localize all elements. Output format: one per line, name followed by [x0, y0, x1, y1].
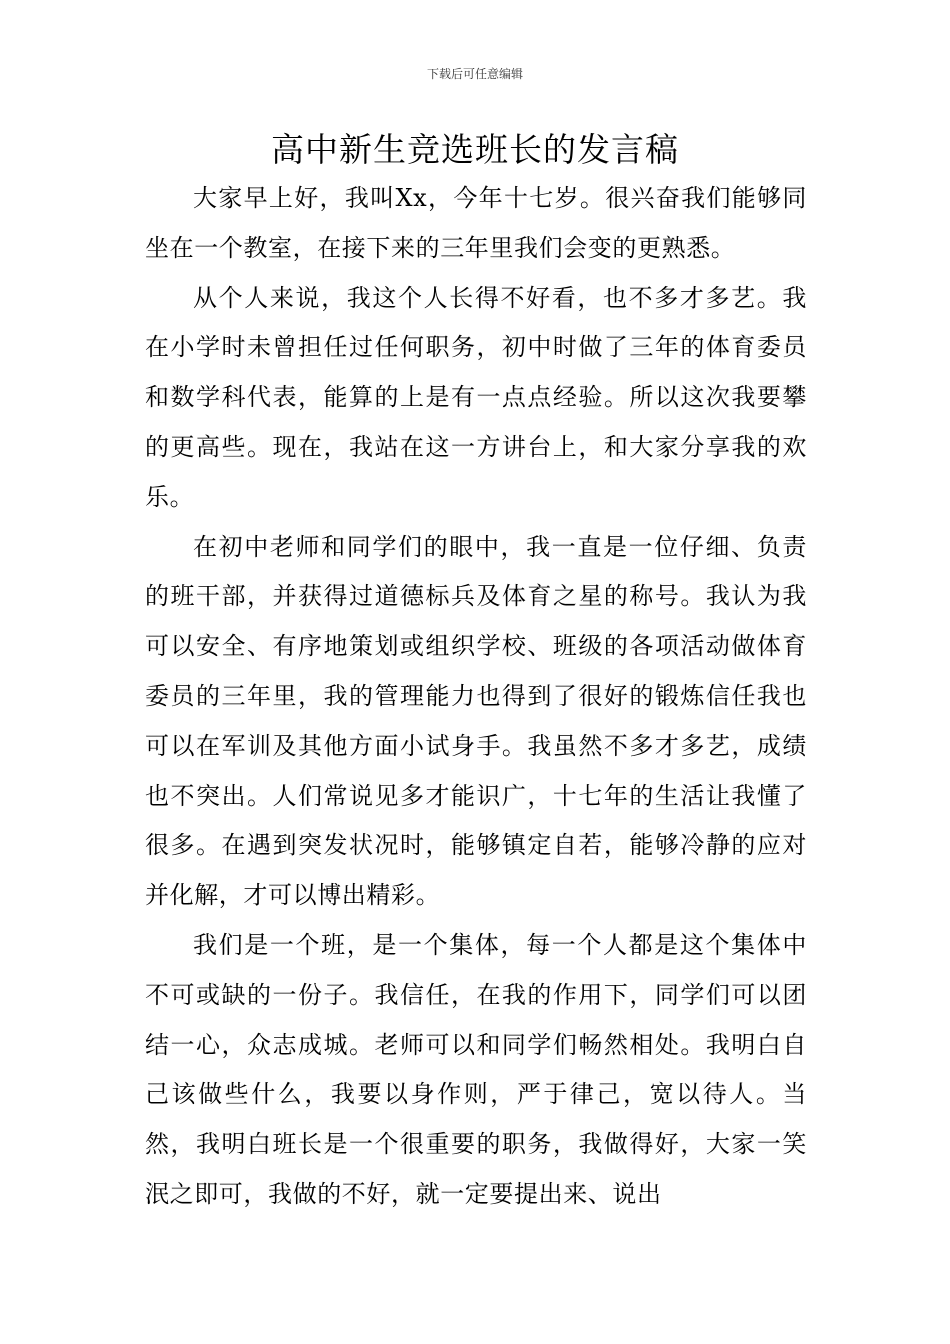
paragraph-1: 大家早上好，我叫Xx，今年十七岁。很兴奋我们能够同坐在一个教室，在接下来的三年里我们会变的更熟悉。 — [145, 184, 807, 262]
paragraph-4: 我们是一个班，是一个集体，每一个人都是这个集体中不可或缺的一份子。我信任，在我的作用下，同学们可以团结一心，众志成城。老师可以和同学们畅然相处。我明白自己该做些什么，我要以身作则，严于律己，宽以待人。当然，我明白班长是一个很重要的职务，我做得好，大家一笑泯之即可，我做的不好，就一定要提出来、说出 — [145, 930, 807, 1208]
header-note: 下载后可任意编辑 — [426, 67, 523, 81]
paragraph-3: 在初中老师和同学们的眼中，我一直是一位仔细、负责的班干部，并获得过道德标兵及体育之星的称号。我认为我可以安全、有序地策划或组织学校、班级的各项活动做体育委员的三年里，我的管理能力也得到了很好的锻炼信任我也可以在军训及其他方面小试身手。我虽然不多才多艺，成绩也不突出。人们常说见多才能识广，十七年的生活让我懂了很多。在遇到突发状况时，能够镇定自若，能够冷静的应对并化解，才可以博出精彩。 — [145, 532, 807, 910]
document-title: 高中新生竞选班长的发言稿 — [271, 130, 679, 169]
document-body — [145, 174, 807, 1220]
paragraph-2: 从个人来说，我这个人长得不好看，也不多才多艺。我在小学时未曾担任过任何职务，初中时做了三年的体育委员和数学科代表，能算的上是有一点点经验。所以这次我要攀的更高些。现在，我站在这一方讲台上，和大家分享我的欢乐。 — [145, 283, 807, 511]
